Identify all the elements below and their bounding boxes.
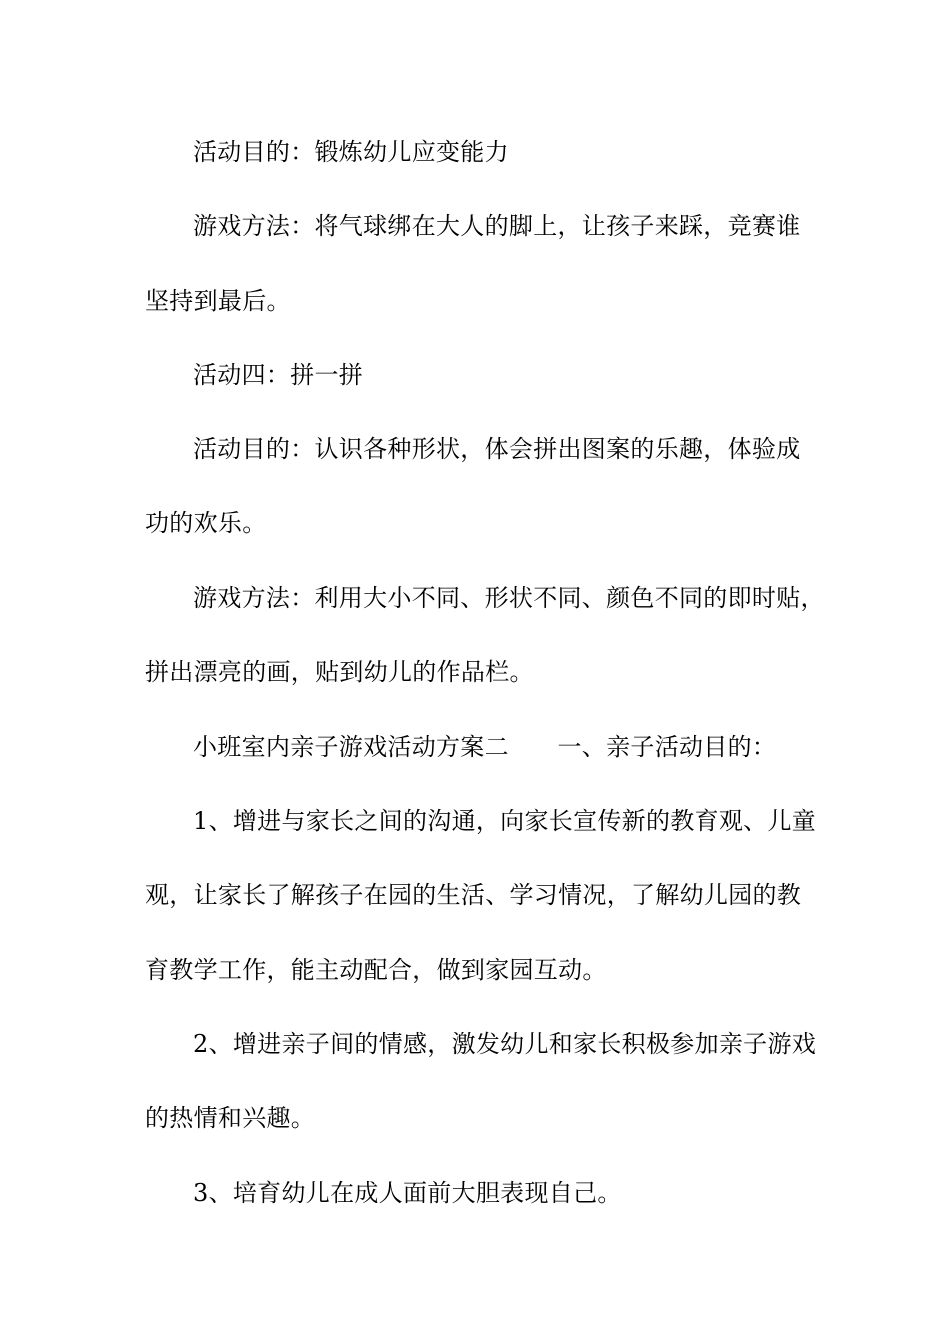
paragraph-line: 2、增进亲子间的情感，激发幼儿和家长积极参加亲子游戏 bbox=[193, 1030, 817, 1058]
paragraph-line: 1、增进与家长之间的沟通，向家长宣传新的教育观、儿童 bbox=[193, 807, 817, 835]
paragraph-line: 拼出漂亮的画，贴到幼儿的作品栏。 bbox=[145, 658, 534, 686]
paragraph-line: 育教学工作，能主动配合，做到家园互动。 bbox=[145, 956, 607, 984]
paragraph-line: 3、培育幼儿在成人面前大胆表现自己。 bbox=[193, 1179, 622, 1207]
paragraph-line: 的热情和兴趣。 bbox=[145, 1104, 316, 1132]
section-heading: 活动四：拼一拼 bbox=[193, 361, 364, 389]
paragraph-line: 游戏方法：将气球绑在大人的脚上，让孩子来踩，竞赛谁 bbox=[193, 212, 801, 240]
paragraph-line: 坚持到最后。 bbox=[145, 287, 291, 315]
paragraph-line: 游戏方法：利用大小不同、形状不同、颜色不同的即时贴， bbox=[193, 584, 825, 612]
paragraph-line: 功的欢乐。 bbox=[145, 509, 267, 537]
section-heading: 小班室内亲子游戏活动方案二 一、亲子活动目的： bbox=[193, 733, 777, 761]
paragraph-line: 观，让家长了解孩子在园的生活、学习情况，了解幼儿园的教 bbox=[145, 881, 802, 909]
paragraph-line: 活动目的：锻炼幼儿应变能力 bbox=[193, 138, 509, 166]
paragraph-line: 活动目的：认识各种形状，体会拼出图案的乐趣，体验成 bbox=[193, 435, 801, 463]
